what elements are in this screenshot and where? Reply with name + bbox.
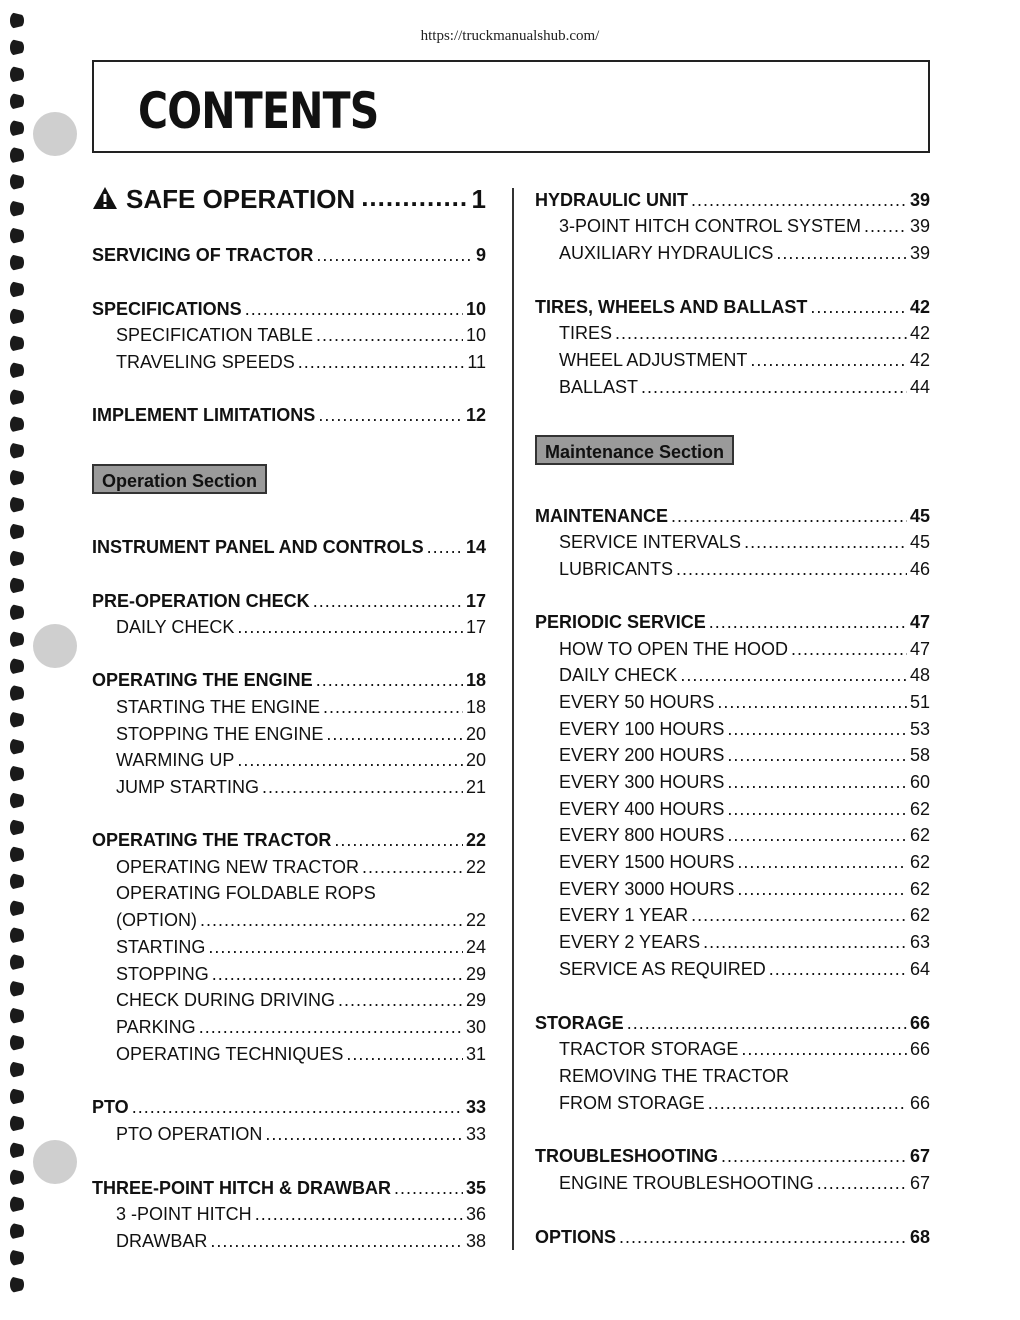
toc-label: REMOVING THE TRACTOR bbox=[559, 1066, 790, 1086]
toc-page: 24 bbox=[465, 937, 486, 957]
toc-entry[interactable] bbox=[535, 903, 930, 927]
toc-page: 1 bbox=[471, 184, 486, 214]
toc-entry[interactable] bbox=[92, 535, 486, 559]
leader-dots bbox=[717, 690, 907, 714]
toc-page: 62 bbox=[909, 852, 930, 872]
page-title: CONTENTS bbox=[138, 82, 379, 140]
toc-entry[interactable] bbox=[535, 504, 930, 528]
binding-ring bbox=[10, 173, 24, 190]
toc-page: 66 bbox=[909, 1013, 930, 1033]
binding-ring bbox=[10, 120, 24, 137]
toc-entry[interactable] bbox=[92, 350, 486, 374]
leader-dots bbox=[680, 663, 907, 687]
toc-page: 35 bbox=[465, 1178, 486, 1198]
toc-page: 62 bbox=[909, 879, 930, 899]
leader-dots bbox=[200, 908, 463, 932]
toc-label: THREE-POINT HITCH & DRAWBAR bbox=[92, 1178, 391, 1198]
toc-entry[interactable] bbox=[92, 1095, 486, 1119]
toc-entry[interactable] bbox=[92, 323, 486, 347]
spiral-binding bbox=[10, 12, 26, 1302]
binding-ring bbox=[10, 927, 24, 944]
toc-entry[interactable] bbox=[535, 1011, 930, 1035]
toc-entry[interactable] bbox=[535, 637, 930, 661]
toc-entry[interactable] bbox=[535, 743, 930, 767]
toc-entry[interactable] bbox=[535, 1225, 930, 1249]
toc-label: SPECIFICATIONS bbox=[92, 299, 242, 319]
toc-entry[interactable] bbox=[535, 930, 930, 954]
toc-label: SPECIFICATION TABLE bbox=[116, 325, 314, 345]
toc-label: ENGINE TROUBLESHOOTING bbox=[559, 1173, 814, 1193]
toc-page: 17 bbox=[465, 617, 486, 637]
toc-entry[interactable] bbox=[92, 881, 486, 905]
binding-ring bbox=[10, 227, 24, 244]
binding-ring bbox=[10, 738, 24, 755]
binding-ring bbox=[10, 577, 24, 594]
binding-ring bbox=[10, 711, 24, 728]
toc-page: 18 bbox=[465, 670, 486, 690]
toc-entry[interactable] bbox=[535, 348, 930, 372]
toc-page: 29 bbox=[465, 990, 486, 1010]
toc-label: PTO OPERATION bbox=[116, 1124, 263, 1144]
toc-label: SERVICE AS REQUIRED bbox=[559, 959, 766, 979]
toc-page: 47 bbox=[909, 639, 930, 659]
toc-label: AUXILIARY HYDRAULICS bbox=[559, 243, 774, 263]
toc-page: 42 bbox=[909, 297, 930, 317]
toc-label: INSTRUMENT PANEL AND CONTROLS bbox=[92, 537, 424, 557]
leader-dots bbox=[318, 403, 463, 427]
leader-dots bbox=[727, 823, 907, 847]
toc-entry[interactable] bbox=[535, 321, 930, 345]
toc-page: 29 bbox=[465, 964, 486, 984]
leader-dots bbox=[427, 535, 463, 559]
toc-page: 44 bbox=[909, 377, 930, 397]
toc-label: OPERATING NEW TRACTOR bbox=[116, 857, 360, 877]
toc-entry[interactable] bbox=[535, 770, 930, 794]
leader-dots bbox=[737, 877, 907, 901]
toc-page: 60 bbox=[909, 772, 930, 792]
binding-ring bbox=[10, 685, 24, 702]
toc-page: 62 bbox=[909, 825, 930, 845]
leader-dots bbox=[316, 668, 463, 692]
leader-dots bbox=[750, 348, 907, 372]
binding-ring bbox=[10, 980, 24, 997]
binding-ring bbox=[10, 523, 24, 540]
toc-entry[interactable] bbox=[92, 828, 486, 852]
binding-ring bbox=[10, 469, 24, 486]
toc-label: (OPTION) bbox=[116, 910, 197, 930]
toc-label: OPERATING THE TRACTOR bbox=[92, 830, 332, 850]
toc-label: OPERATING THE ENGINE bbox=[92, 670, 313, 690]
toc-label: DAILY CHECK bbox=[559, 665, 678, 685]
toc-page: 31 bbox=[465, 1044, 486, 1064]
binding-ring bbox=[10, 873, 24, 890]
leader-dots bbox=[709, 610, 907, 634]
toc-entry[interactable] bbox=[92, 243, 486, 267]
leader-dots bbox=[208, 935, 463, 959]
toc-page: 46 bbox=[909, 559, 930, 579]
toc-entry[interactable] bbox=[92, 1229, 486, 1253]
toc-page: 9 bbox=[475, 245, 486, 265]
leader-dots bbox=[199, 1015, 463, 1039]
toc-page: 33 bbox=[465, 1097, 486, 1117]
right-column bbox=[535, 0, 930, 1320]
toc-entry[interactable] bbox=[92, 908, 486, 932]
toc-entry[interactable] bbox=[535, 1171, 930, 1195]
toc-entry[interactable] bbox=[535, 1091, 930, 1115]
toc-entry[interactable] bbox=[92, 297, 486, 321]
toc-label: STORAGE bbox=[535, 1013, 624, 1033]
punch-hole bbox=[33, 624, 77, 668]
leader-dots bbox=[316, 323, 463, 347]
toc-label: PERIODIC SERVICE bbox=[535, 612, 706, 632]
toc-entry[interactable] bbox=[92, 1122, 486, 1146]
toc-page: 67 bbox=[909, 1173, 930, 1193]
toc-label: OPERATING TECHNIQUES bbox=[116, 1044, 344, 1064]
toc-label: JUMP STARTING bbox=[116, 777, 260, 797]
binding-ring bbox=[10, 1276, 24, 1293]
toc-label: EVERY 800 HOURS bbox=[559, 825, 725, 845]
toc-entry[interactable] bbox=[92, 403, 486, 427]
toc-entry[interactable] bbox=[535, 690, 930, 714]
toc-label: HYDRAULIC UNIT bbox=[535, 190, 688, 210]
toc-entry[interactable] bbox=[92, 722, 486, 746]
binding-ring bbox=[10, 1088, 24, 1105]
binding-ring bbox=[10, 1223, 24, 1240]
binding-ring bbox=[10, 389, 24, 406]
toc-page: 38 bbox=[465, 1231, 486, 1251]
binding-ring bbox=[10, 1061, 24, 1078]
leader-dots bbox=[334, 828, 463, 852]
toc-label: OPERATING FOLDABLE ROPS bbox=[116, 883, 376, 903]
binding-ring bbox=[10, 281, 24, 298]
toc-page: 39 bbox=[909, 243, 930, 263]
leader-dots bbox=[245, 297, 463, 321]
toc-page: 11 bbox=[467, 352, 486, 372]
toc-entry[interactable] bbox=[92, 1176, 486, 1200]
toc-entry[interactable] bbox=[535, 214, 930, 238]
source-url: https://truckmanualshub.com/ bbox=[420, 28, 600, 44]
leader-dots bbox=[727, 743, 907, 767]
toc-entry[interactable] bbox=[92, 1202, 486, 1226]
binding-ring bbox=[10, 12, 24, 29]
leader-dots bbox=[255, 1202, 463, 1226]
toc-entry[interactable] bbox=[535, 188, 930, 212]
toc-page: 62 bbox=[909, 905, 930, 925]
leader-dots bbox=[691, 188, 907, 212]
toc-label: STOPPING THE ENGINE bbox=[116, 724, 324, 744]
leader-dots bbox=[727, 797, 907, 821]
binding-ring bbox=[10, 442, 24, 459]
leader-dots bbox=[703, 930, 907, 954]
binding-ring bbox=[10, 1034, 24, 1051]
binding-ring bbox=[10, 550, 24, 567]
toc-entry[interactable] bbox=[535, 877, 930, 901]
leader-dots bbox=[864, 214, 907, 238]
punch-hole bbox=[33, 112, 77, 156]
toc-entry[interactable] bbox=[535, 823, 930, 847]
toc-label: STARTING bbox=[116, 937, 206, 957]
toc-page: 30 bbox=[465, 1017, 486, 1037]
maintenance-section-badge: Maintenance Section bbox=[535, 435, 734, 465]
operation-section-badge: Operation Section bbox=[92, 464, 267, 494]
toc-page: 58 bbox=[909, 745, 930, 765]
leader-dots bbox=[817, 1171, 907, 1195]
binding-ring bbox=[10, 335, 24, 352]
toc-entry[interactable] bbox=[92, 748, 486, 772]
toc-entry[interactable] bbox=[92, 1015, 486, 1039]
toc-entry[interactable] bbox=[92, 855, 486, 879]
leader-dots bbox=[237, 748, 463, 772]
toc-page: 67 bbox=[909, 1146, 930, 1166]
left-column bbox=[92, 0, 486, 1320]
toc-label: FROM STORAGE bbox=[559, 1093, 705, 1113]
binding-ring bbox=[10, 792, 24, 809]
leader-dots bbox=[744, 530, 907, 554]
toc-entry[interactable] bbox=[92, 775, 486, 799]
binding-ring bbox=[10, 1196, 24, 1213]
toc-label: SAFE OPERATION bbox=[126, 184, 356, 214]
toc-label: TIRES, WHEELS AND BALLAST bbox=[535, 297, 808, 317]
toc-entry[interactable] bbox=[92, 962, 486, 986]
binding-ring bbox=[10, 308, 24, 325]
leader-dots bbox=[769, 957, 907, 981]
toc-label: EVERY 1500 HOURS bbox=[559, 852, 735, 872]
toc-page: 33 bbox=[465, 1124, 486, 1144]
binding-ring bbox=[10, 200, 24, 217]
binding-ring bbox=[10, 496, 24, 513]
binding-ring bbox=[10, 1169, 24, 1186]
binding-ring bbox=[10, 1115, 24, 1132]
toc-entry[interactable] bbox=[535, 717, 930, 741]
leader-dots bbox=[313, 589, 463, 613]
binding-ring bbox=[10, 846, 24, 863]
toc-page: 20 bbox=[465, 750, 486, 770]
toc-entry[interactable] bbox=[535, 797, 930, 821]
leader-dots bbox=[298, 350, 465, 374]
toc-label: EVERY 50 HOURS bbox=[559, 692, 715, 712]
binding-ring bbox=[10, 66, 24, 83]
toc-page: 39 bbox=[909, 190, 930, 210]
toc-entry[interactable] bbox=[92, 615, 486, 639]
toc-page: 68 bbox=[909, 1227, 930, 1247]
toc-entry[interactable] bbox=[535, 957, 930, 981]
toc-entry[interactable] bbox=[92, 589, 486, 613]
toc-label: SERVICING OF TRACTOR bbox=[92, 245, 314, 265]
toc-entry[interactable] bbox=[535, 1144, 930, 1168]
leader-dots bbox=[727, 770, 907, 794]
toc-entry[interactable] bbox=[535, 850, 930, 874]
leader-dots bbox=[708, 1091, 907, 1115]
binding-ring bbox=[10, 362, 24, 379]
toc-page: 18 bbox=[465, 697, 486, 717]
toc-page: 62 bbox=[909, 799, 930, 819]
toc-label: DAILY CHECK bbox=[116, 617, 235, 637]
leader-dots bbox=[338, 988, 463, 1012]
leader-dots bbox=[810, 295, 907, 319]
leader-dots bbox=[791, 637, 907, 661]
toc-label: PRE-OPERATION CHECK bbox=[92, 591, 310, 611]
toc-entry[interactable] bbox=[535, 1037, 930, 1061]
binding-ring bbox=[10, 900, 24, 917]
leader-dots bbox=[326, 722, 463, 746]
toc-label: WHEEL ADJUSTMENT bbox=[559, 350, 748, 370]
binding-ring bbox=[10, 954, 24, 971]
binding-ring bbox=[10, 416, 24, 433]
toc-label: CHECK DURING DRIVING bbox=[116, 990, 336, 1010]
toc-page: 12 bbox=[465, 405, 486, 425]
leader-dots bbox=[362, 855, 463, 879]
toc-label: EVERY 3000 HOURS bbox=[559, 879, 735, 899]
toc-page: 66 bbox=[909, 1093, 930, 1113]
leader-dots bbox=[671, 504, 907, 528]
binding-ring bbox=[10, 631, 24, 648]
binding-ring bbox=[10, 254, 24, 271]
binding-ring bbox=[10, 93, 24, 110]
toc-label: BALLAST bbox=[559, 377, 639, 397]
leader-dots bbox=[212, 962, 463, 986]
toc-entry[interactable] bbox=[92, 1042, 486, 1066]
toc-label: TIRES bbox=[559, 323, 613, 343]
toc-entry[interactable] bbox=[535, 530, 930, 554]
toc-page: 22 bbox=[465, 857, 486, 877]
toc-page: 39 bbox=[909, 216, 930, 236]
binding-ring bbox=[10, 39, 24, 56]
leader-dots bbox=[721, 1144, 907, 1168]
toc-label: 3-POINT HITCH CONTROL SYSTEM bbox=[559, 216, 862, 236]
binding-ring bbox=[10, 1142, 24, 1159]
toc-entry[interactable] bbox=[535, 375, 930, 399]
toc-label: WARMING UP bbox=[116, 750, 235, 770]
toc-page: 63 bbox=[909, 932, 930, 952]
toc-entry[interactable] bbox=[92, 935, 486, 959]
toc-page: 47 bbox=[909, 612, 930, 632]
toc-page: 22 bbox=[465, 830, 486, 850]
toc-label: EVERY 2 YEARS bbox=[559, 932, 701, 952]
toc-label: TROUBLESHOOTING bbox=[535, 1146, 718, 1166]
toc-entry[interactable] bbox=[92, 988, 486, 1012]
toc-entry[interactable] bbox=[535, 610, 930, 634]
column-divider bbox=[512, 188, 514, 1250]
toc-label: PTO bbox=[92, 1097, 129, 1117]
toc-page: 53 bbox=[909, 719, 930, 739]
binding-ring bbox=[10, 147, 24, 164]
toc-label: 3 -POINT HITCH bbox=[116, 1204, 252, 1224]
toc-label: EVERY 100 HOURS bbox=[559, 719, 725, 739]
binding-ring bbox=[10, 1007, 24, 1024]
toc-label: LUBRICANTS bbox=[559, 559, 674, 579]
leader-dots bbox=[776, 241, 907, 265]
toc-entry[interactable] bbox=[535, 1064, 930, 1088]
toc-label: IMPLEMENT LIMITATIONS bbox=[92, 405, 316, 425]
toc-label: STARTING THE ENGINE bbox=[116, 697, 321, 717]
toc-label: EVERY 400 HOURS bbox=[559, 799, 725, 819]
toc-label: EVERY 1 YEAR bbox=[559, 905, 689, 925]
toc-label: EVERY 200 HOURS bbox=[559, 745, 725, 765]
leader-dots bbox=[394, 1176, 463, 1200]
leader-dots bbox=[323, 695, 463, 719]
toc-label: TRACTOR STORAGE bbox=[559, 1039, 739, 1059]
toc-label: SERVICE INTERVALS bbox=[559, 532, 742, 552]
punch-hole bbox=[33, 1140, 77, 1184]
toc-page: 10 bbox=[465, 299, 486, 319]
leader-dots bbox=[262, 775, 463, 799]
toc-page: 45 bbox=[909, 532, 930, 552]
toc-page: 64 bbox=[909, 959, 930, 979]
toc-page: 22 bbox=[465, 910, 486, 930]
toc-page: 20 bbox=[465, 724, 486, 744]
leader-dots bbox=[741, 1037, 907, 1061]
leader-dots bbox=[237, 615, 463, 639]
leader-dots bbox=[727, 717, 907, 741]
toc-page: 17 bbox=[465, 591, 486, 611]
toc-label: HOW TO OPEN THE HOOD bbox=[559, 639, 789, 659]
toc-page: 51 bbox=[909, 692, 930, 712]
binding-ring bbox=[10, 604, 24, 621]
leader-dots bbox=[265, 1122, 463, 1146]
toc-page: 14 bbox=[465, 537, 486, 557]
toc-label: OPTIONS bbox=[535, 1227, 617, 1247]
leader-dots bbox=[737, 850, 907, 874]
toc-entry-safe-operation[interactable] bbox=[92, 183, 486, 215]
toc-page: 42 bbox=[909, 323, 930, 343]
leader-dots bbox=[691, 903, 907, 927]
binding-ring bbox=[10, 765, 24, 782]
toc-entry[interactable] bbox=[535, 663, 930, 687]
toc-page: 45 bbox=[909, 506, 930, 526]
leader-dots bbox=[676, 557, 907, 581]
leader-dots bbox=[627, 1011, 907, 1035]
leader-dots bbox=[346, 1042, 463, 1066]
toc-label: DRAWBAR bbox=[116, 1231, 208, 1251]
toc-label: MAINTENANCE bbox=[535, 506, 668, 526]
binding-ring bbox=[10, 658, 24, 675]
leader-dots bbox=[316, 243, 473, 267]
toc-label: PARKING bbox=[116, 1017, 196, 1037]
toc-entry[interactable] bbox=[535, 241, 930, 265]
toc-page: 66 bbox=[909, 1039, 930, 1059]
leader-dots bbox=[619, 1225, 907, 1249]
warning-triangle-icon bbox=[92, 186, 118, 210]
leader-dots bbox=[641, 375, 907, 399]
toc-entry[interactable] bbox=[535, 295, 930, 319]
toc-page: 21 bbox=[465, 777, 486, 797]
toc-label: STOPPING bbox=[116, 964, 209, 984]
toc-entry[interactable] bbox=[535, 557, 930, 581]
toc-page: 42 bbox=[909, 350, 930, 370]
toc-label: EVERY 300 HOURS bbox=[559, 772, 725, 792]
toc-entry[interactable] bbox=[92, 695, 486, 719]
binding-ring bbox=[10, 1249, 24, 1266]
toc-label: TRAVELING SPEEDS bbox=[116, 352, 295, 372]
leader-dots bbox=[361, 183, 465, 215]
leader-dots bbox=[615, 321, 907, 345]
binding-ring bbox=[10, 819, 24, 836]
toc-page: 48 bbox=[909, 665, 930, 685]
leader-dots bbox=[132, 1095, 463, 1119]
toc-page: 10 bbox=[465, 325, 486, 345]
toc-page: 36 bbox=[465, 1204, 486, 1224]
toc-entry[interactable] bbox=[92, 668, 486, 692]
leader-dots bbox=[210, 1229, 463, 1253]
